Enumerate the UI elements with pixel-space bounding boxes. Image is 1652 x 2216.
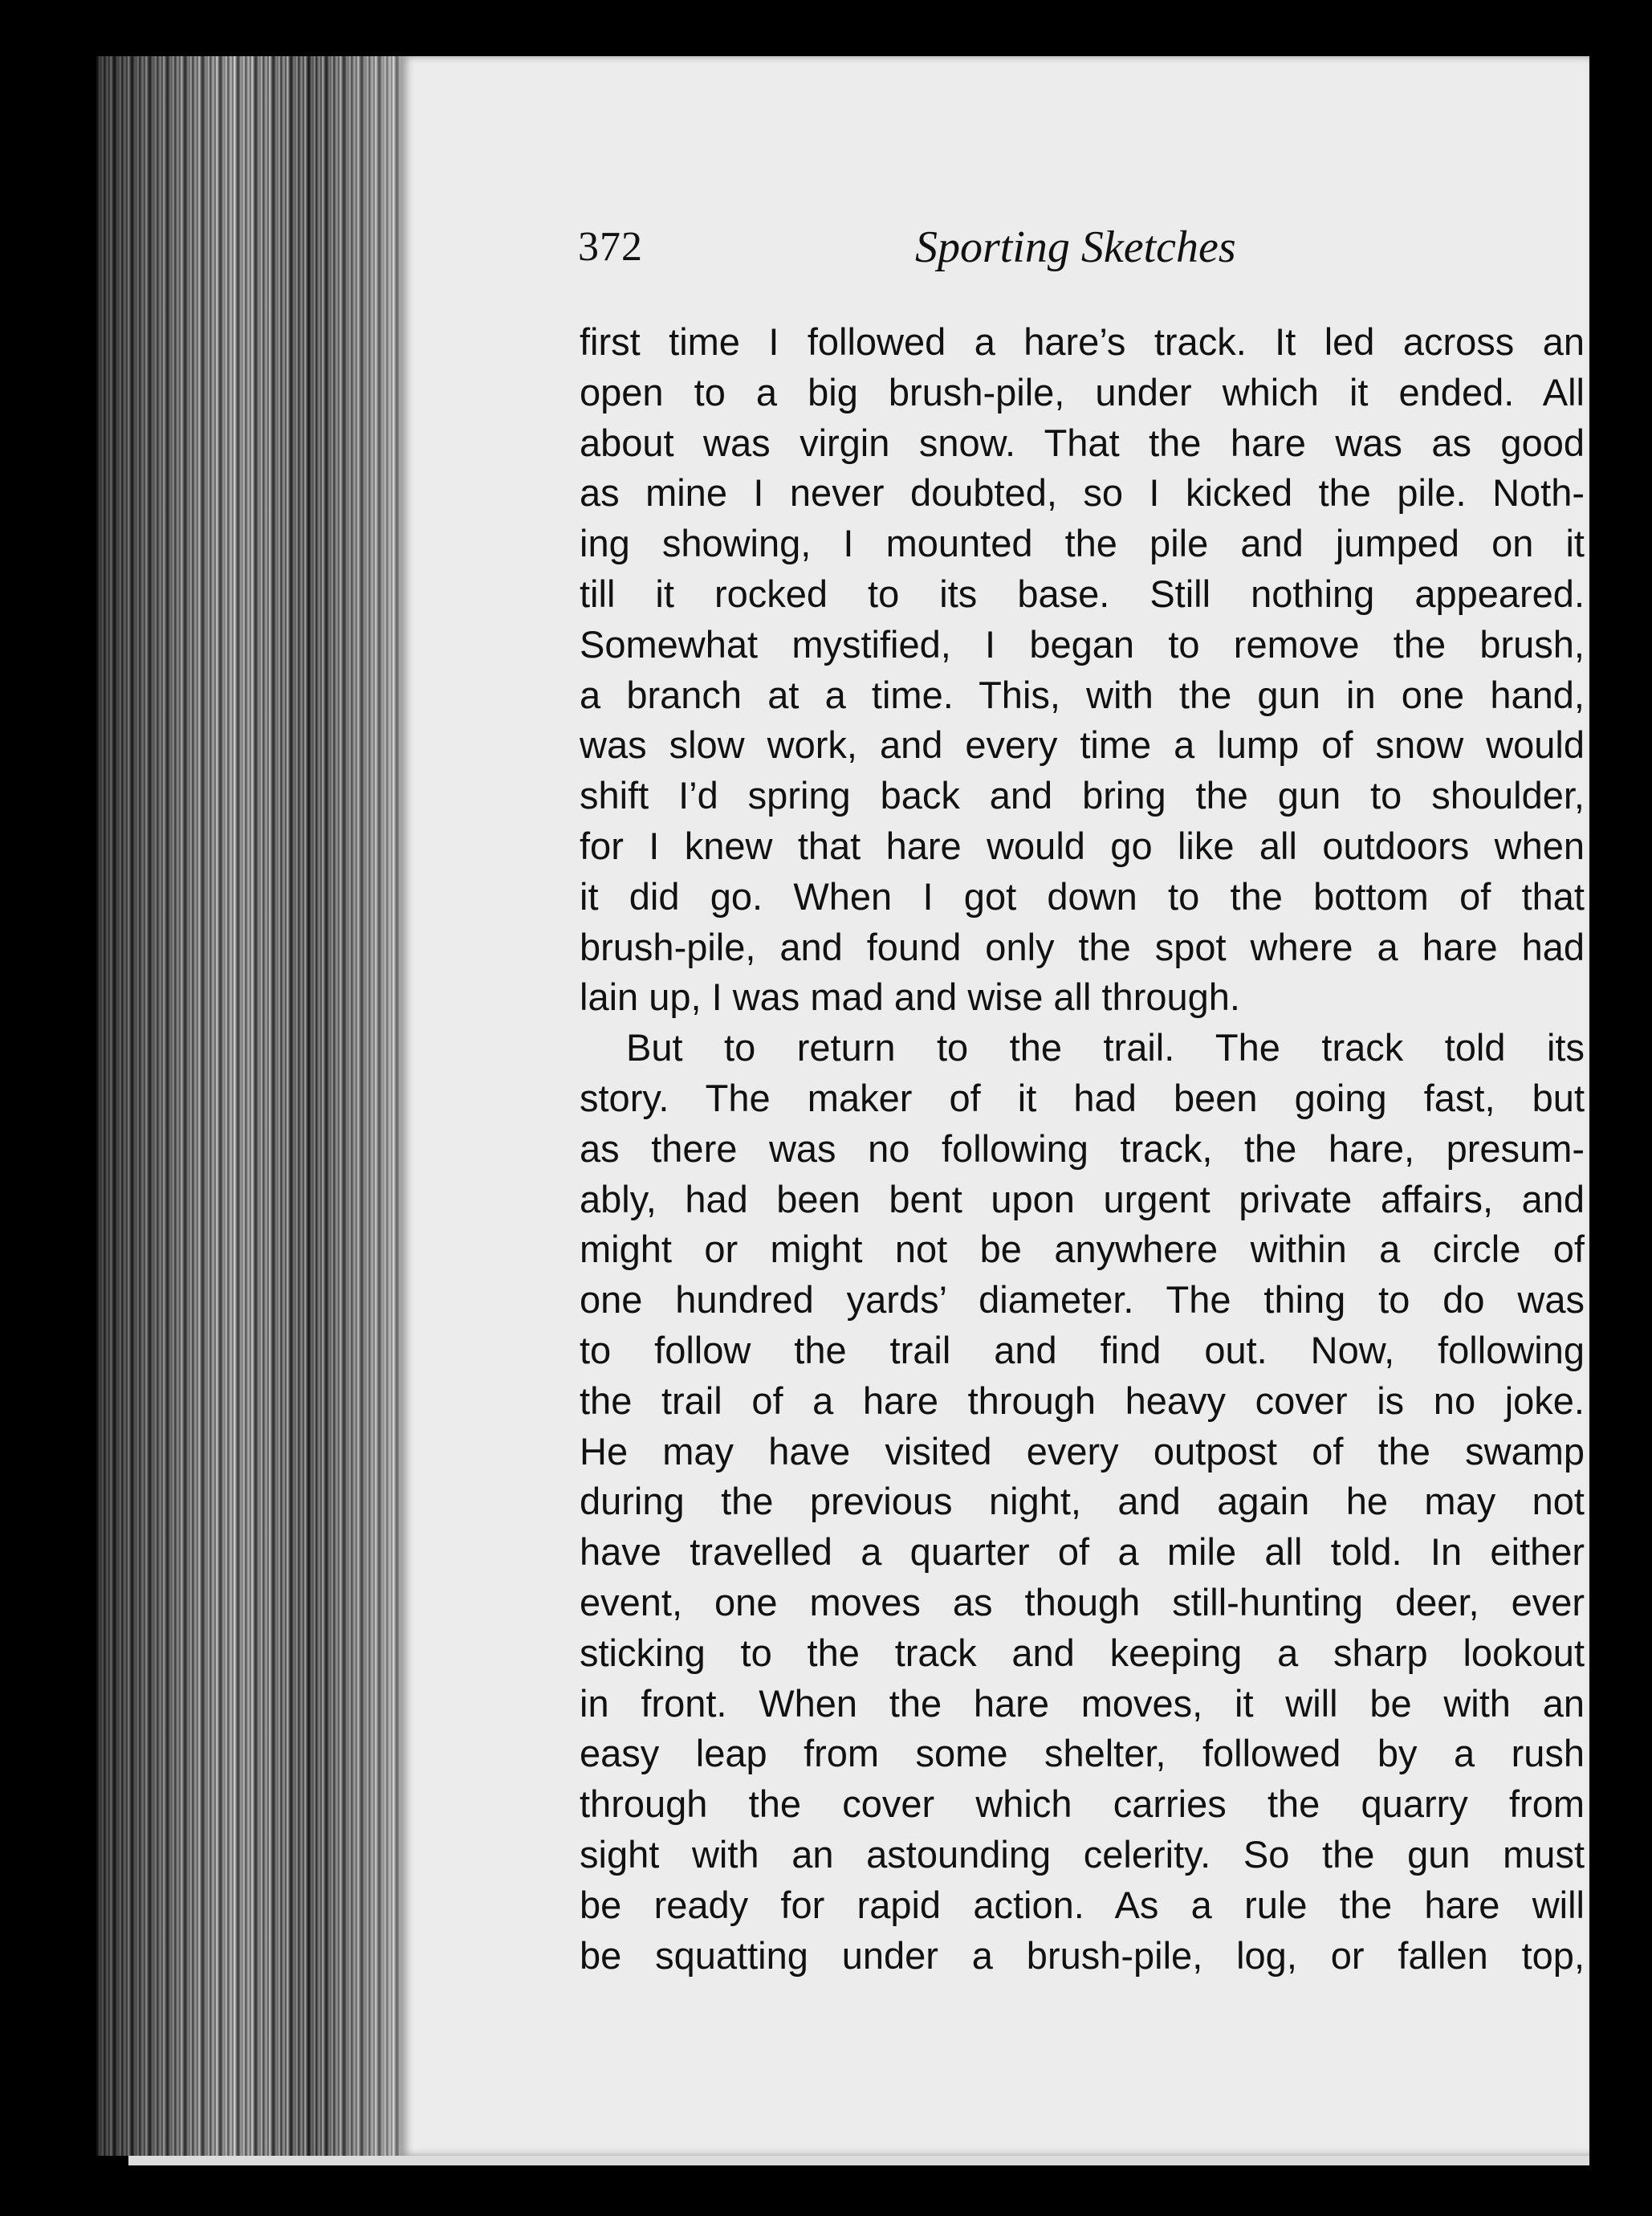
page-edge-shadow	[96, 56, 405, 2156]
body-text	[580, 317, 1585, 1981]
text-line: event, one moves as though still-hunting deer, ever	[580, 1580, 1585, 1623]
text-line: He may have visited every outpost of the swamp	[580, 1429, 1585, 1473]
text-line: brush-pile, and found only the spot where a hare had	[580, 925, 1585, 968]
text-line: was slow work, and every time a lump of snow would	[580, 723, 1585, 767]
running-head	[578, 223, 1581, 279]
text-line: till it rocked to its base. Still nothing appeared.	[580, 572, 1585, 615]
text-line: sticking to the track and keeping a sharp lookout	[580, 1631, 1585, 1674]
text-line: for I knew that hare would go like all outdoors when	[580, 824, 1585, 867]
text-line: be squatting under a brush-pile, log, or fallen top,	[580, 1933, 1585, 1977]
paragraph-start-line: But to return to the trail. The track told its	[626, 1026, 1585, 1069]
running-title: Sporting Sketches	[915, 222, 1236, 272]
text-line: sight with an astounding celerity. So the gun must	[580, 1832, 1585, 1876]
text-line: as there was no following track, the hare, presum-	[580, 1126, 1585, 1170]
text-line: might or might not be anywhere within a circle of	[580, 1228, 1585, 1271]
text-line: ably, had been bent upon urgent private affairs, and	[580, 1177, 1585, 1220]
text-line: ing showing, I mounted the pile and jumped on it	[580, 522, 1585, 565]
text-line: to follow the trail and find out. Now, following	[580, 1328, 1585, 1371]
text-line: it did go. When I got down to the bottom of that	[580, 874, 1585, 918]
text-line: shift I’d spring back and bring the gun to shoulder,	[580, 774, 1585, 817]
text-line: a branch at a time. This, with the gun in one hand,	[580, 673, 1585, 716]
text-line: one hundred yards’ diameter. The thing to do was	[580, 1278, 1585, 1322]
text-line: story. The maker of it had been going fast, but	[580, 1076, 1585, 1119]
text-line: be ready for rapid action. As a rule the hare will	[580, 1883, 1585, 1926]
text-line: have travelled a quarter of a mile all told. In either	[580, 1530, 1585, 1574]
text-line: the trail of a hare through heavy cover is no joke.	[580, 1379, 1585, 1422]
text-line: Somewhat mystified, I began to remove the brush,	[580, 622, 1585, 666]
text-line: in front. When the hare moves, it will be with an	[580, 1681, 1585, 1725]
text-line: first time I followed a hare’s track. It led across an	[580, 320, 1585, 363]
text-line: easy leap from some shelter, followed by a rush	[580, 1732, 1585, 1775]
text-line: as mine I never doubted, so I kicked the pile. Noth-	[580, 471, 1585, 515]
text-line: during the previous night, and again he may not	[580, 1480, 1585, 1523]
page-number: 372	[578, 224, 643, 270]
paragraph-end-line: lain up, I was mad and wise all through.	[580, 976, 1240, 1019]
text-line: open to a big brush-pile, under which it ended. All	[580, 370, 1585, 413]
text-line: about was virgin snow. That the hare was as good	[580, 421, 1585, 464]
text-line: through the cover which carries the quarry from	[580, 1782, 1585, 1826]
page-bottom-edge	[128, 2156, 1589, 2165]
